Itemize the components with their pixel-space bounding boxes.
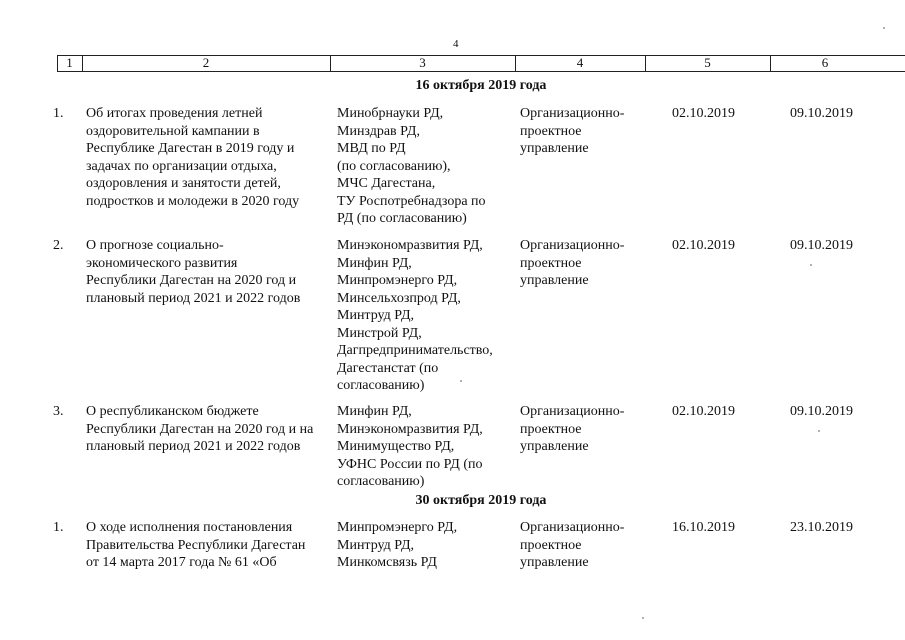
row-date-review: 23.10.2019 bbox=[790, 520, 853, 535]
row-responsible: Минпромэнерго РД, Минтруд РД, Минкомсвязь РД bbox=[337, 520, 458, 570]
row-topic: О прогнозе социально- экономического развития Республики Дагестан на 2020 год и плановый период 2021 и 2022 годов bbox=[86, 238, 301, 306]
row-date-submit: 02.10.2019 bbox=[672, 106, 735, 121]
row-date-submit: 16.10.2019 bbox=[672, 520, 735, 535]
header-col-2: 2 bbox=[202, 55, 210, 70]
section-date: 30 октября 2019 года bbox=[415, 493, 547, 508]
scan-speck bbox=[883, 27, 885, 29]
row-number: 2. bbox=[53, 238, 64, 253]
row-date-review: 09.10.2019 bbox=[790, 238, 853, 253]
scan-speck bbox=[818, 430, 820, 432]
row-responsible: Минфин РД, Минэкономразвития РД, Минимущество РД, УФНС России по РД (по согласованию) bbox=[337, 404, 483, 489]
row-unit: Организационно- проектное управление bbox=[520, 238, 625, 288]
row-date-submit: 02.10.2019 bbox=[672, 238, 735, 253]
row-responsible: Минэкономразвития РД, Минфин РД, Минпромэнерго РД, Минсельхозпрод РД, Минтруд РД, Минстрой РД, Дагпредпринимательство, Дагестанстат (по согласованию) bbox=[337, 238, 493, 393]
row-unit: Организационно- проектное управление bbox=[520, 404, 625, 454]
page-number: 4 bbox=[453, 38, 459, 50]
header-col-3: 3 bbox=[419, 55, 426, 70]
header-col-5: 5 bbox=[704, 55, 711, 70]
row-date-review: 09.10.2019 bbox=[790, 106, 853, 121]
row-number: 3. bbox=[53, 404, 64, 419]
row-unit: Организационно- проектное управление bbox=[520, 106, 625, 156]
row-topic: О ходе исполнения постановления Правительства Республики Дагестан от 14 марта 2017 года № 61 «Об bbox=[86, 520, 306, 570]
row-responsible: Минобрнауки РД, Минздрав РД, МВД по РД (по согласованию), МЧС Дагестана, ТУ Роспотребнадзора по РД (по согласованию) bbox=[337, 106, 486, 226]
row-date-submit: 02.10.2019 bbox=[672, 404, 735, 419]
header-col-6: 6 bbox=[821, 55, 829, 70]
scan-speck bbox=[460, 380, 462, 382]
row-date-review: 09.10.2019 bbox=[790, 404, 853, 419]
section-date: 16 октября 2019 года bbox=[415, 78, 547, 93]
scan-speck bbox=[810, 264, 812, 266]
row-number: 1. bbox=[53, 520, 64, 535]
scan-speck bbox=[642, 617, 644, 619]
header-col-1: 1 bbox=[66, 55, 73, 70]
row-topic: О республиканском бюджете Республики Дагестан на 2020 год и на плановый период 2021 и 2022 годов bbox=[86, 404, 314, 454]
row-topic: Об итогах проведения летней оздоровительной кампании в Республике Дагестан в 2019 году и задачах по организации отдыха, оздоровления и занятости детей, подростков и молодежи в 2020 году bbox=[86, 106, 300, 209]
row-unit: Организационно- проектное управление bbox=[520, 520, 625, 570]
header-col-4: 4 bbox=[576, 55, 584, 70]
row-number: 1. bbox=[53, 106, 64, 121]
